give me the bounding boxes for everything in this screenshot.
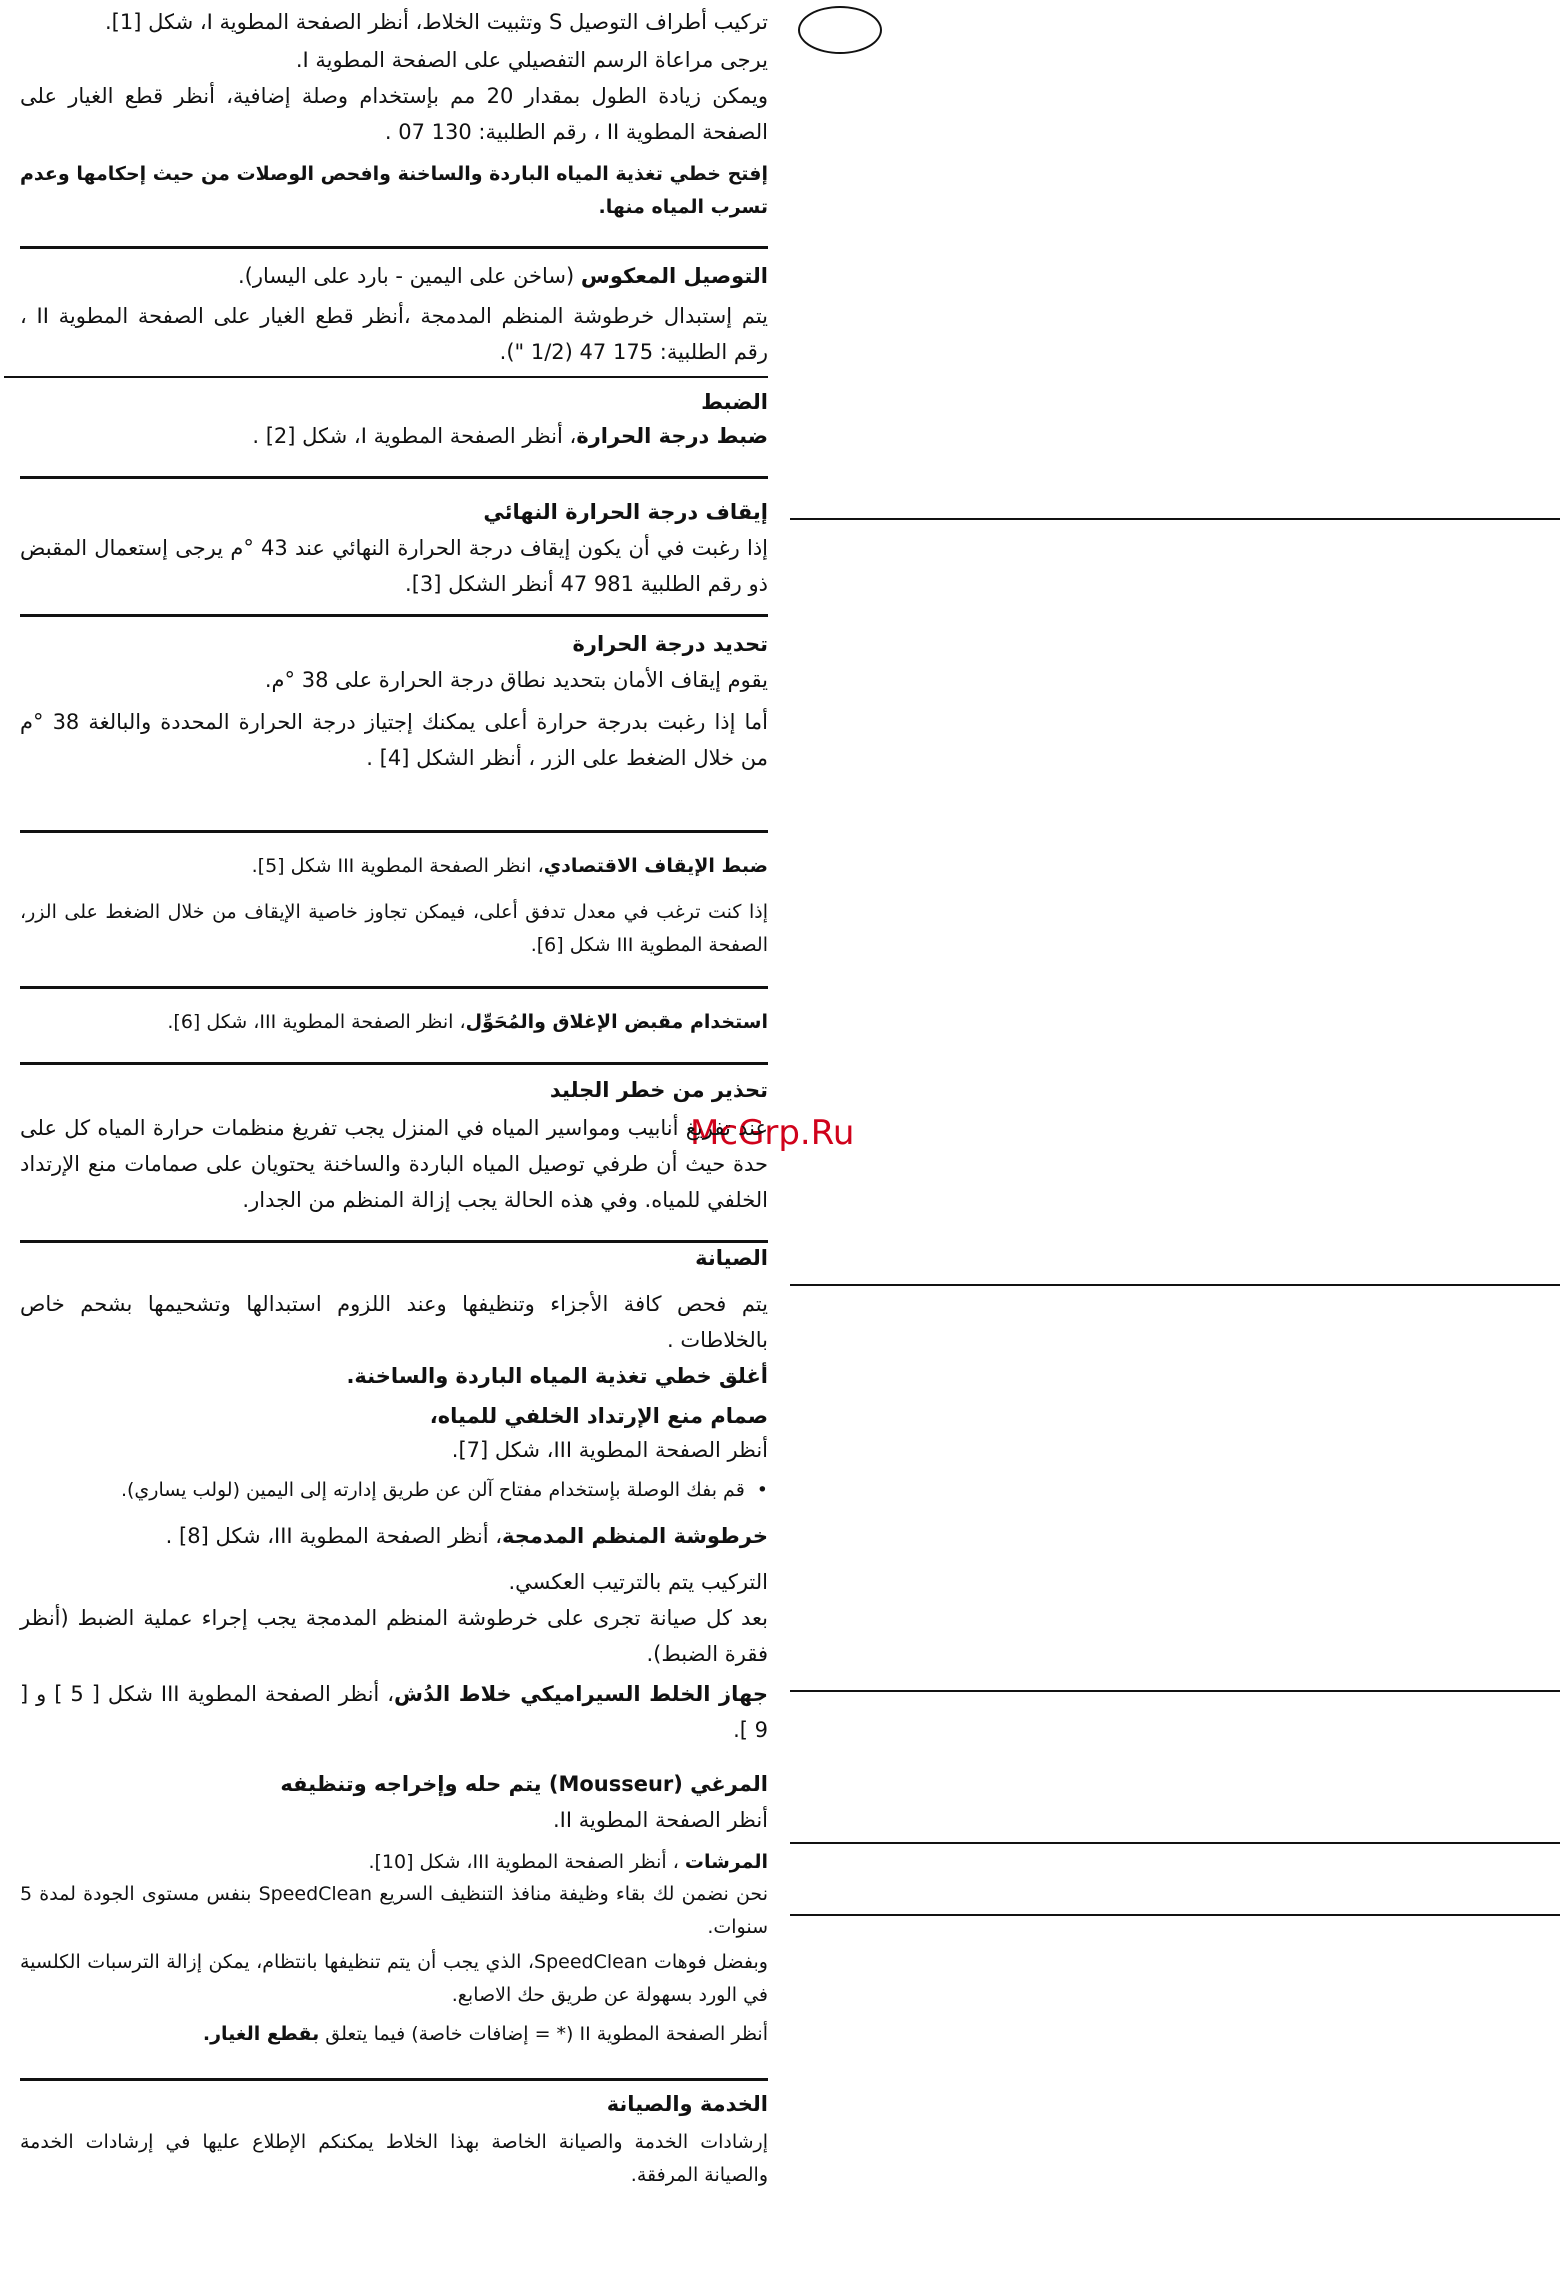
- ceramic-label: جهاز الخلط السيراميكي خلاط الدُش: [393, 1682, 768, 1706]
- sprays-label: المرشات: [684, 1851, 768, 1873]
- document-column: [20, 0, 768, 2279]
- mousseur-ref: أنظر الصفحة المطوية II.: [552, 1808, 768, 1832]
- reverse-text: يتم إستبدال خرطوشة المنظم المدمجة ،أنظر قطع الغيار على الصفحة المطوية II ، رقم الطلبية: 175 47 (1/2 ").: [20, 304, 768, 364]
- rule: [20, 1062, 768, 1065]
- service-text: إرشادات الخدمة والصيانة الخاصة بهذا الخلاط يمكنكم الإطلاع عليها في إرشادات الخدمة والصيانة المرفقة.: [20, 2131, 768, 2186]
- rule: [20, 1240, 768, 1243]
- eco-line: [20, 850, 768, 883]
- cartridge-text: ، أنظر الصفحة المطوية III، شكل [8] .: [165, 1524, 503, 1548]
- eco-text-2: إذا كنت ترغب في معدل تدفق أعلى، فيمكن تجاوز خاصية الإيقاف من خلال الضغط على الزر، الصفحة المطوية III شكل [6].: [20, 901, 768, 956]
- cartridge-line: [20, 1518, 768, 1554]
- cartridge-label: خرطوشة المنظم المدمجة: [502, 1524, 768, 1548]
- watermark: McGrp.Ru: [690, 1113, 855, 1153]
- eco-label: ضبط الإيقاف الاقتصادي: [543, 855, 768, 877]
- ceramic-line: [20, 1676, 768, 1748]
- maintenance-text-1: يتم فحص كافة الأجزاء وتنظيفها وعند اللزوم استبدالها وتشحيمها بشحم خاص بالخلاطات .: [20, 1292, 768, 1352]
- rule: [790, 1914, 1560, 1916]
- rule: [790, 518, 1560, 520]
- adjust-text: ، أنظر الصفحة المطوية I، شكل [2] .: [252, 424, 577, 448]
- diverter-line: [20, 1006, 768, 1039]
- frost-title: تحذير من خطر الجليد: [549, 1078, 768, 1102]
- adjust-heading: الضبط: [701, 390, 768, 414]
- mousseur-label: المرغي (Mousseur) يتم حله وإخراجه وتنظيفه: [280, 1772, 768, 1796]
- rule: [20, 246, 768, 249]
- speedclean-text-1: نحن نضمن لك بقاء وظيفة منافذ التنظيف السريع SpeedClean بنفس مستوى الجودة لمدة 5 سنوات.: [20, 1883, 768, 1938]
- install-line-2: يرجى مراعاة الرسم التفصيلي على الصفحة المطوية I.: [295, 48, 768, 72]
- maintenance-bullet: • قم بفك الوصلة بإستخدام مفتاح آلن عن طريق إدارته إلى اليمين (لولب يساري).: [20, 1474, 768, 1507]
- maintenance-bold-2: صمام منع الإرتداد الخلفي للمياه،: [429, 1404, 768, 1428]
- page-marker-oval: [798, 6, 882, 54]
- stop-final-text: إذا رغبت في أن يكون إيقاف درجة الحرارة النهائي عند 43 °م يرجى إستعمال المقبض ذو رقم الطلبية 981 47 أنظر الشكل [3].: [20, 536, 769, 596]
- sprays-line: [20, 1846, 768, 1879]
- eco-text: ، انظر الصفحة المطوية III شكل [5].: [251, 855, 544, 877]
- rule: [790, 1284, 1560, 1286]
- reverse-order-text: التركيب يتم بالترتيب العكسي.: [508, 1570, 768, 1594]
- maintenance-bold-1: أغلق خطي تغذية المياه الباردة والساخنة.: [346, 1364, 768, 1388]
- service-heading: الخدمة والصيانة: [606, 2092, 768, 2116]
- install-line-1: تركيب أطراف التوصيل S وتثبيت الخلاط، أنظر الصفحة المطوية I، شكل [1].: [105, 10, 768, 34]
- adjust-line: [20, 418, 768, 454]
- diverter-label: استخدام مقبض الإغلاق والمُحَوِّل: [465, 1011, 768, 1033]
- install-line-3: ويمكن زيادة الطول بمقدار 20 مم بإستخدام وصلة إضافية، أنظر قطع الغيار على الصفحة المطوية II ، رقم الطلبية: 130 07 .: [20, 84, 768, 144]
- reverse-title-line: [20, 258, 768, 294]
- maintenance-heading: الصيانة: [695, 1246, 768, 1270]
- rule: [20, 986, 768, 989]
- limit-text-1: يقوم إيقاف الأمان بتحديد نطاق درجة الحرارة على 38 °م.: [264, 668, 768, 692]
- maintenance-ref-1: أنظر الصفحة المطوية III، شكل [7].: [451, 1438, 768, 1462]
- rule: [790, 1690, 1560, 1692]
- frost-text: عند تفريغ أنابيب ومواسير المياه في المنزل يجب تفريغ منظمات حرارة المياه كل على حدة حيث أن طرفي توصيل المياه الباردة والساخنة يحتويان على صمامات منع الإرتداد الخلفي للمياه. وفي هذه الحالة يجب إزالة المنظم من الجدار.: [20, 1116, 768, 1212]
- reverse-title-rest: (ساخن على اليمين - بارد على اليسار).: [237, 264, 581, 288]
- limit-text-2: أما إذا رغبت بدرجة حرارة أعلى يمكنك إجتياز درجة الحرارة المحددة والبالغة 38 °م من خلال الضغط على الزر ، أنظر الشكل [4] .: [20, 710, 768, 770]
- rule: [20, 614, 768, 617]
- stop-final-title: إيقاف درجة الحرارة النهائي: [483, 500, 768, 524]
- limit-title: تحديد درجة الحرارة: [572, 632, 768, 656]
- sprays-text: ، أنظر الصفحة المطوية III، شكل [10].: [368, 1851, 685, 1873]
- spare-parts-line: [20, 2018, 768, 2051]
- spare-parts-text: أنظر الصفحة المطوية II (* = إضافات خاصة) فيما يتعلق: [319, 2023, 768, 2045]
- rule: [20, 476, 768, 479]
- diverter-text: ، انظر الصفحة المطوية III، شكل [6].: [167, 1011, 466, 1033]
- install-bold-note: إفتح خطي تغذية المياه الباردة والساخنة وافحص الوصلات من حيث إحكامها وعدم تسرب المياه منها.: [20, 163, 768, 218]
- reverse-title: التوصيل المعكوس: [580, 264, 768, 288]
- rule: [20, 830, 768, 833]
- rule: [4, 376, 768, 378]
- speedclean-text-2: وبفضل فوهات SpeedClean، الذي يجب أن يتم تنظيفها بانتظام، يمكن إزالة الترسبات الكلسية في الورد بسهولة عن طريق حك الاصابع.: [20, 1951, 768, 2006]
- after-maintenance-text: بعد كل صيانة تجرى على خرطوشة المنظم المدمجة يجب إجراء عملية الضبط (أنظر فقرة الضبط).: [20, 1606, 768, 1666]
- adjust-label: ضبط درجة الحرارة: [576, 424, 768, 448]
- rule: [20, 2078, 768, 2081]
- spare-parts-bold: بقطع الغيار.: [202, 2023, 320, 2045]
- ceramic-text: ، أنظر الصفحة المطوية III شكل [ 5 ] و [ 9 ].: [20, 1682, 768, 1742]
- rule: [790, 1842, 1560, 1844]
